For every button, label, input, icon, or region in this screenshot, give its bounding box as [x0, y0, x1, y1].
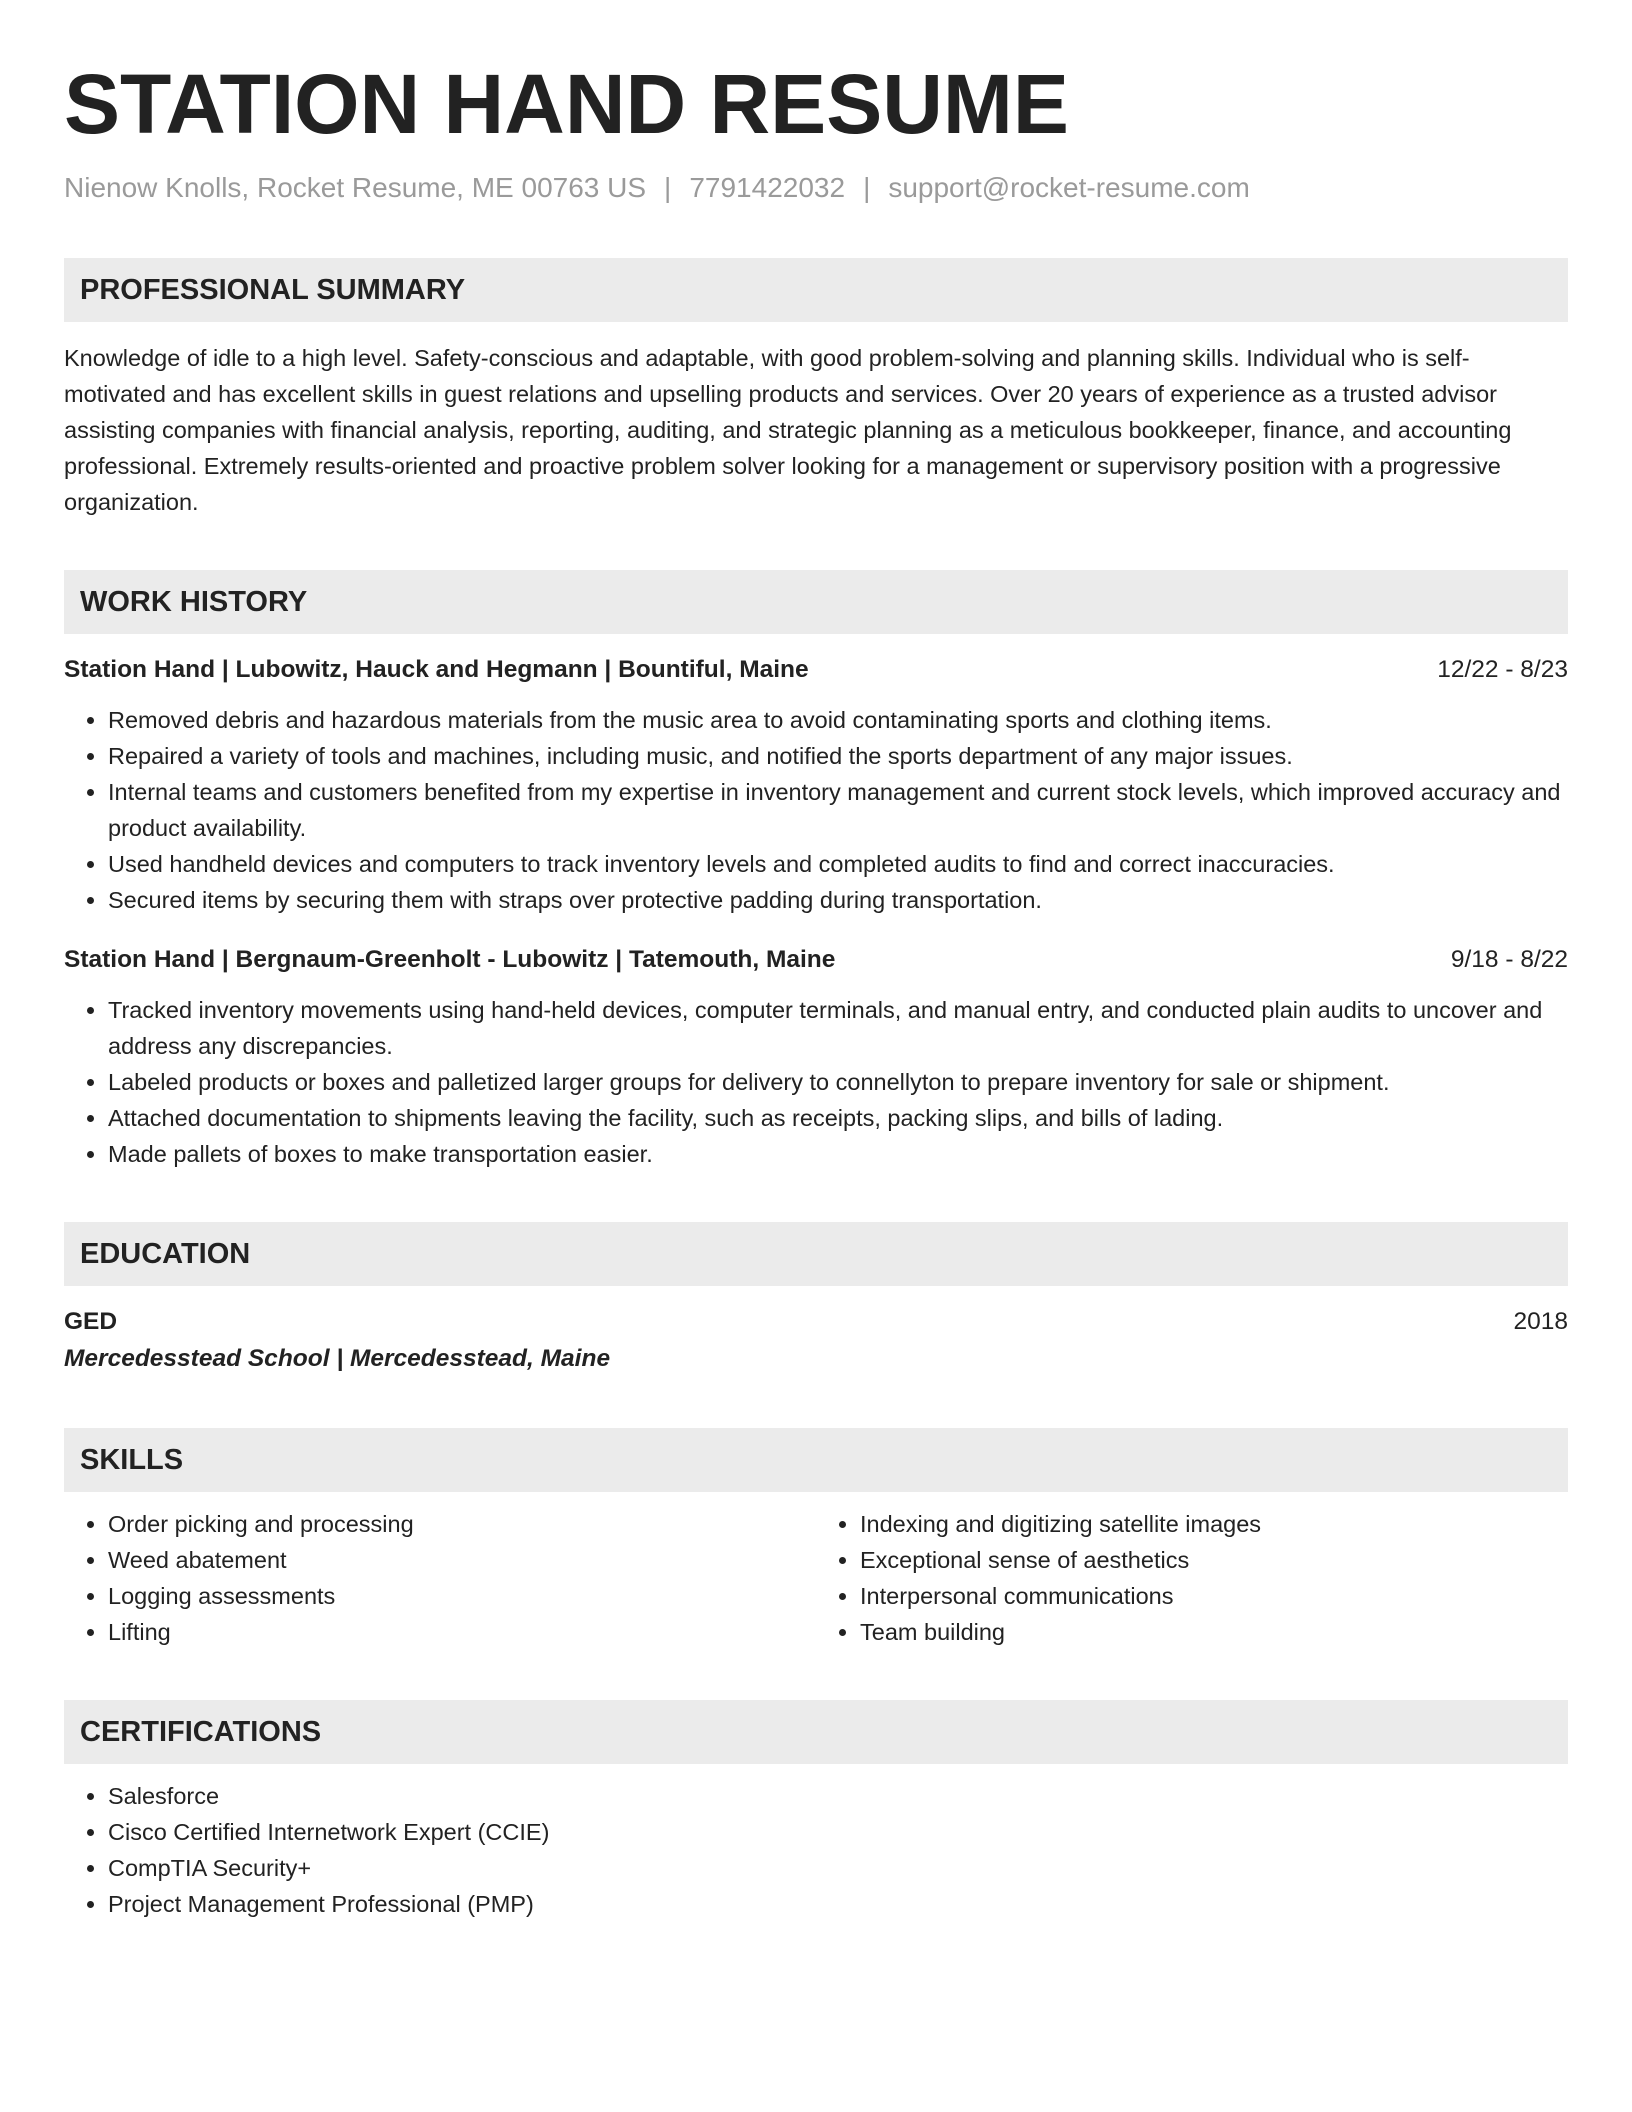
skills-column-right [816, 1506, 1568, 1650]
section-heading-work-history: WORK HISTORY [64, 570, 1568, 634]
job-entry [64, 942, 1568, 1172]
job-dates: 9/18 - 8/22 [1450, 946, 1568, 973]
job-header [64, 652, 1568, 688]
skills-column-left [64, 1506, 816, 1650]
certification-item: • Project Management Professional (PMP) [108, 1886, 1568, 1922]
job-bullet: • Tracked inventory movements using hand-held devices, computer terminals, and manual entry, and conducted plain audits to uncover and address any discrepancies. [108, 992, 1568, 1064]
section-heading-certifications: CERTIFICATIONS [64, 1700, 1568, 1764]
job-bullet: • Removed debris and hazardous materials from the music area to avoid contaminating sports and clothing items. [108, 702, 1568, 738]
certification-item: • Cisco Certified Internetwork Expert (CCIE) [108, 1814, 1568, 1850]
job-bullet: • Attached documentation to shipments leaving the facility, such as receipts, packing slips, and bills of lading. [108, 1100, 1568, 1136]
job-bullets [64, 992, 1568, 1172]
certifications-list [64, 1778, 1568, 1922]
education-degree: GED [64, 1308, 118, 1335]
skill-item: • Team building [860, 1614, 1568, 1650]
skill-item: • Indexing and digitizing satellite images [860, 1506, 1568, 1542]
job-bullet: • Made pallets of boxes to make transportation easier. [108, 1136, 1568, 1172]
skill-item: • Lifting [108, 1614, 816, 1650]
section-heading-skills: SKILLS [64, 1428, 1568, 1492]
job-title: Station Hand | Lubowitz, Hauck and Hegmann | Bountiful, Maine [64, 656, 809, 683]
job-header [64, 942, 1568, 978]
job-bullet: • Internal teams and customers benefited from my expertise in inventory management and current stock levels, which improved accuracy and product availability. [108, 774, 1568, 846]
job-bullet: • Labeled products or boxes and palletized larger groups for delivery to connellyton to prepare inventory for sale or shipment. [108, 1064, 1568, 1100]
skill-item: • Logging assessments [108, 1578, 816, 1614]
job-bullets [64, 702, 1568, 918]
section-heading-education: EDUCATION [64, 1222, 1568, 1286]
job-bullet: • Repaired a variety of tools and machines, including music, and notified the sports department of any major issues. [108, 738, 1568, 774]
contact-address: Nienow Knolls, Rocket Resume, ME 00763 US [64, 172, 647, 203]
contact-separator: | [664, 172, 672, 203]
section-heading-summary: PROFESSIONAL SUMMARY [64, 258, 1568, 322]
education-year: 2018 [1513, 1308, 1568, 1335]
certification-item: • CompTIA Security+ [108, 1850, 1568, 1886]
job-entry [64, 652, 1568, 918]
job-title: Station Hand | Bergnaum-Greenholt - Lubowitz | Tatemouth, Maine [64, 946, 836, 973]
contact-phone: 7791422032 [689, 172, 846, 203]
skill-item: • Order picking and processing [108, 1506, 816, 1542]
contact-line [64, 170, 1568, 206]
education-header [64, 1304, 1568, 1340]
resume-title: STATION HAND RESUME [64, 57, 1069, 151]
job-bullet: • Used handheld devices and computers to track inventory levels and completed audits to find and correct inaccuracies. [108, 846, 1568, 882]
job-dates: 12/22 - 8/23 [1437, 656, 1568, 683]
contact-separator: | [863, 172, 871, 203]
skill-item: • Exceptional sense of aesthetics [860, 1542, 1568, 1578]
skill-item: • Weed abatement [108, 1542, 816, 1578]
contact-email: support@rocket-resume.com [888, 172, 1250, 203]
education-school: Mercedesstead School | Mercedesstead, Maine [64, 1345, 611, 1372]
job-bullet: • Secured items by securing them with straps over protective padding during transportation. [108, 882, 1568, 918]
skill-item: • Interpersonal communications [860, 1578, 1568, 1614]
summary-text: Knowledge of idle to a high level. Safety-conscious and adaptable, with good problem-solving and planning skills. Individual who is self-motivated and has excellent skills in guest relations and upselling products and services. Over 20 years of experience as a trusted advisor assisting companies with financial analysis, reporting, auditing, and strategic planning as a meticulous bookkeeper, finance, and accounting professional. Extremely results-oriented and proactive problem solver looking for a management or supervisory position with a progressive organization. [64, 345, 1512, 515]
skills-grid [64, 1506, 1568, 1650]
certification-item: • Salesforce [108, 1778, 1568, 1814]
